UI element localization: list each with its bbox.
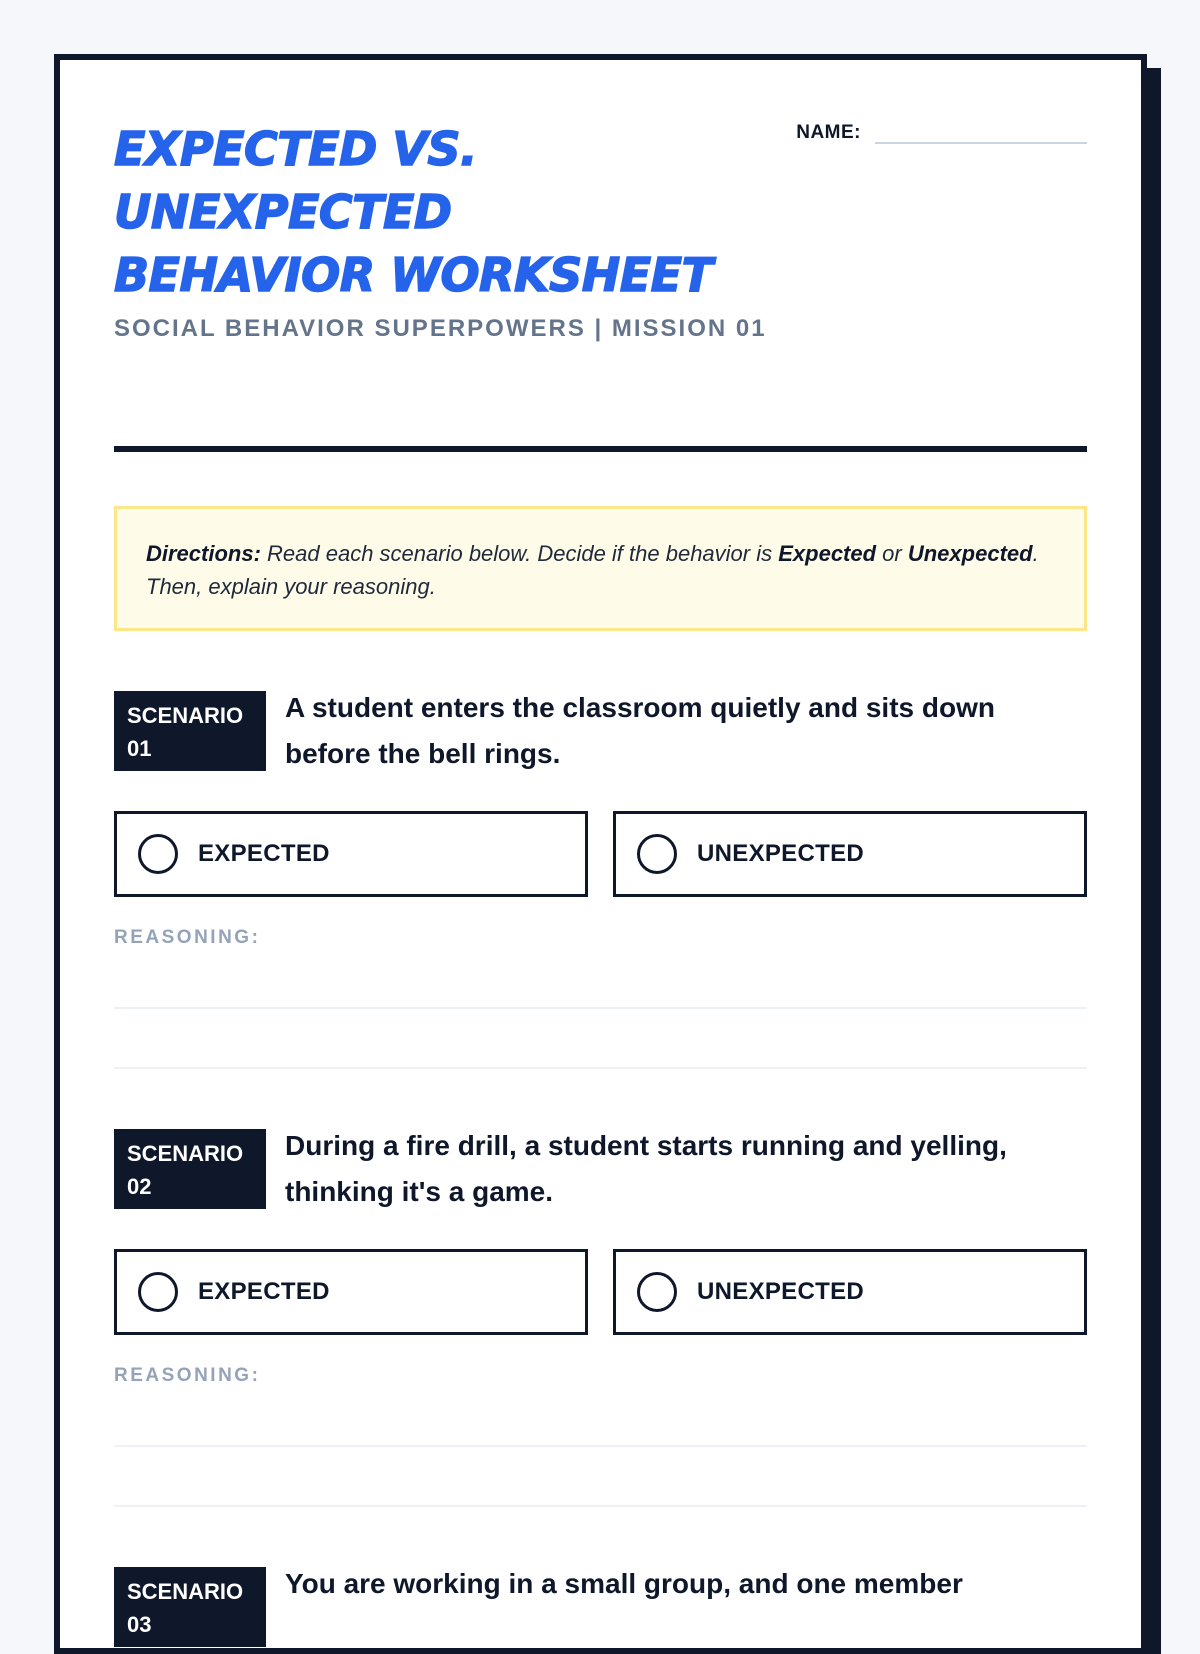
scenario-badge-label: SCENARIO: [127, 1141, 244, 1166]
scenario-badge: [114, 1129, 266, 1209]
title-line-1: EXPECTED VS.: [114, 122, 477, 176]
directions-text-2: or: [876, 541, 908, 566]
name-label: NAME:: [796, 122, 861, 143]
scenario-card: [114, 1129, 1087, 1507]
directions-expected: Expected: [778, 541, 877, 566]
expected-radio[interactable]: [138, 1272, 178, 1312]
expected-label: EXPECTED: [198, 1278, 330, 1305]
scenario-header: [114, 691, 1087, 777]
directions-text-3: . Then, explain your reasoning.: [146, 541, 1039, 599]
scenario-header: [114, 1129, 1087, 1215]
unexpected-radio[interactable]: [637, 834, 677, 874]
unexpected-option[interactable]: [613, 1249, 1087, 1335]
scenario-card: [114, 1567, 1087, 1647]
directions-unexpected: Unexpected: [907, 541, 1033, 566]
scenario-text: A student enters the classroom quietly and sits down before the bell rings.: [285, 692, 995, 769]
scenario-badge: [114, 1567, 266, 1647]
answer-options: [114, 1249, 1087, 1335]
reasoning-line[interactable]: [114, 949, 1087, 1009]
expected-option[interactable]: [114, 1249, 588, 1335]
answer-options: [114, 811, 1087, 897]
expected-radio[interactable]: [138, 834, 178, 874]
worksheet-subtitle: SOCIAL BEHAVIOR SUPERPOWERS | MISSION 01: [114, 315, 767, 342]
worksheet-header: [114, 118, 1087, 446]
scenario-card: [114, 691, 1087, 1069]
scenario-badge: [114, 691, 266, 771]
scenario-badge-number: 02: [127, 1174, 152, 1199]
worksheet-page: [54, 54, 1147, 1654]
unexpected-option[interactable]: [613, 811, 1087, 897]
title-line-2: UNEXPECTED: [114, 185, 452, 239]
expected-label: EXPECTED: [198, 840, 330, 867]
scenario-text: You are working in a small group, and one member: [285, 1568, 963, 1599]
reasoning-line[interactable]: [114, 1009, 1087, 1069]
expected-option[interactable]: [114, 811, 588, 897]
worksheet-title: [114, 118, 794, 307]
unexpected-label: UNEXPECTED: [697, 1278, 865, 1305]
name-field-row: [796, 118, 1087, 144]
title-line-3: BEHAVIOR WORKSHEET: [114, 248, 713, 302]
reasoning-label: REASONING:: [114, 927, 261, 948]
name-input-line[interactable]: [875, 118, 1087, 144]
reasoning-label: REASONING:: [114, 1365, 261, 1386]
scenario-badge-label: SCENARIO: [127, 703, 244, 728]
reasoning-line[interactable]: [114, 1447, 1087, 1507]
directions-box: [114, 506, 1087, 631]
scenario-badge-number: 01: [127, 736, 152, 761]
directions-text-1: Read each scenario below. Decide if the behavior is: [260, 541, 779, 566]
scenario-badge-number: 03: [127, 1612, 152, 1637]
reasoning-line[interactable]: [114, 1387, 1087, 1447]
unexpected-radio[interactable]: [637, 1272, 677, 1312]
unexpected-label: UNEXPECTED: [697, 840, 865, 867]
scenario-badge-label: SCENARIO: [127, 1579, 244, 1604]
header-divider: [114, 446, 1087, 452]
scenario-header: [114, 1567, 1087, 1647]
scenario-text: During a fire drill, a student starts running and yelling, thinking it's a game.: [285, 1130, 1007, 1207]
directions-lead: Directions:: [146, 541, 261, 566]
